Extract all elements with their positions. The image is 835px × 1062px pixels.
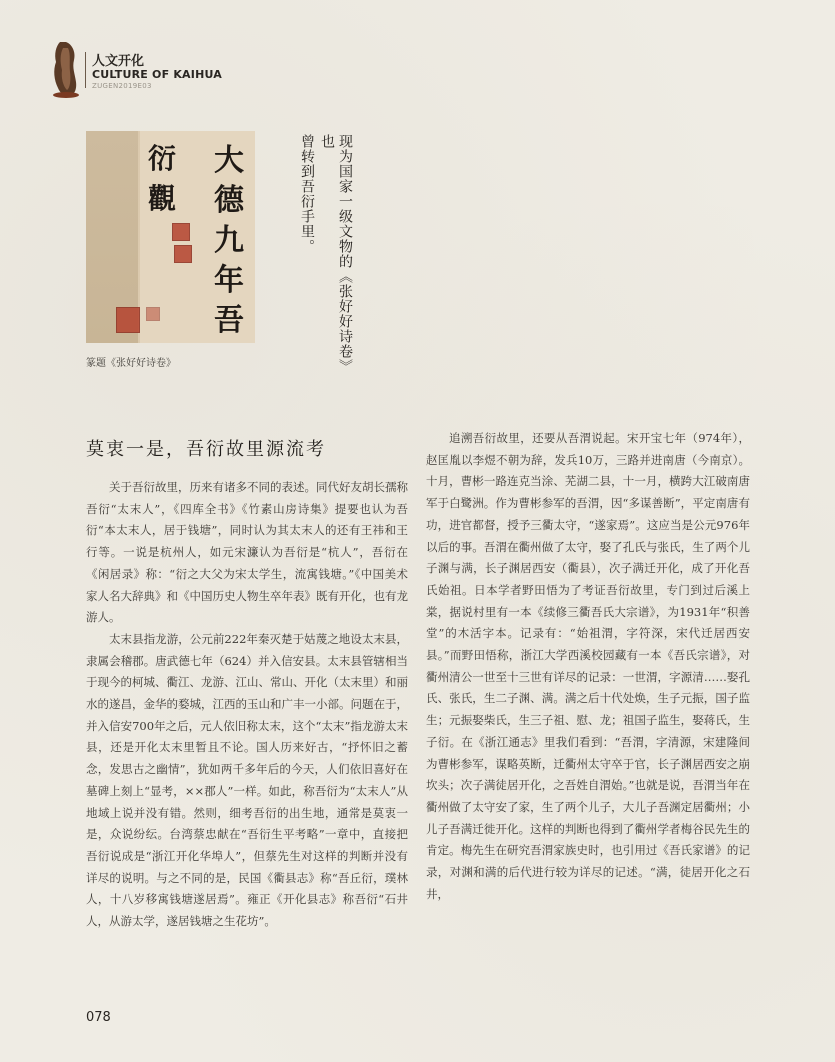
calligraphy-character: 德 bbox=[214, 183, 244, 218]
stone-logo-icon bbox=[50, 40, 80, 98]
right-text-column bbox=[426, 428, 750, 905]
red-seal bbox=[172, 223, 190, 241]
article-heading: 莫衷一是，吾衍故里源流考 bbox=[86, 439, 326, 460]
header-divider bbox=[85, 52, 86, 88]
vertical-text-col1: 现为国家一级文物的《张好好诗卷》也 bbox=[319, 134, 353, 374]
red-seal bbox=[174, 245, 192, 263]
paragraph: 关于吾衍故里，历来有诸多不同的表述。同代好友胡长孺称吾衍“太末人”，《四库全书》《竹素山房诗集》提要也认为吾衍“本太末人，居于钱塘”，同时认为其太末人的还有王祎和王行等。一说是杭州人，如元宋濂认为吾衍是“杭人”，吾衍在《闲居录》称：“衍之大父为宋太学生，流寓钱塘。”《中国美术家人名大辞典》和《中国历史人物生卒年表》既有开化，也有龙游人。 bbox=[86, 480, 408, 625]
red-seal bbox=[116, 307, 140, 333]
calligraphy-character: 年 bbox=[214, 263, 244, 298]
section-subtitle: CULTURE OF KAIHUA bbox=[92, 68, 222, 81]
calligraphy-image bbox=[86, 131, 255, 343]
calligraphy-character: 大 bbox=[214, 143, 244, 178]
vertical-text-col2: 曾转到吾衍手里。 bbox=[299, 134, 315, 254]
issue-code: ZUGEN2019E03 bbox=[92, 82, 152, 90]
page-number: 078 bbox=[86, 1010, 111, 1025]
calligraphy-character: 觀 bbox=[148, 182, 177, 215]
paragraph: 太末县指龙游，公元前222年秦灭楚于姑蔑之地设太末县，隶属会稽郡。唐武德七年（624）并入信安县。太末县管辖相当于现今的柯城、衢江、龙游、江山、常山、开化（太末里）和丽水的遂昌，金华的婺城，江西的玉山和广丰一小部。问题在于，并入信安700年之后，元人依旧称太末，这个“太末”指龙游太末县，还是开化太末里暂且不论。国人历来好古，“抒怀旧之蓄念，发思古之幽情”，犹如两千多年后的今天，人们依旧喜好在墓碑上刻上“显考，××郡人”一样。如此，称吾衍为“太末人”从地域上说并没有错。然则，细考吾衍的出生地，通常是莫衷一是，众说纷纭。台湾蔡忠献在“吾衍生平考略”一章中，直接把吾衍说成是“浙江开化华埠人”，但蔡先生对这样的判断并没有详尽的说明。与之不同的是，民国《衢县志》称“吾丘衍，璞林人，十八岁移寓钱塘遂居焉”。雍正《开化县志》称吾衍“石井人，从游太学，遂居钱塘之生花坊”。 bbox=[86, 631, 408, 929]
section-title: 人文开化 bbox=[92, 54, 145, 69]
calligraphy-character: 衍 bbox=[148, 142, 177, 175]
paragraph: 追溯吾衍故里，还要从吾渭说起。宋开宝七年（974年），赵匡胤以李煜不朝为辞，发兵10万，三路并进南唐（今南京）。十月，曹彬一路连克当涂、芜湖二县，十一月，横跨大江破南唐军于白鹭洲。作为曹彬参军的吾渭，因“多谋善断”，平定南唐有功，进官都督，授予三衢太守，“遂家焉”。这应当是公元976年以后的事。吾渭在衢州做了太守，娶了孔氏与张氏，生了两个儿子渊与满，长子渊居西安（衢县），次子满迁开化，成了开化吾氏始祖。日本学者野田悟为了考证吾衍故里，专门到过后溪上棠，据说村里有一本《续修三衢吾氏大宗谱》，为1931年“积善堂”的木活字本。记录有：“始祖渭，字符深，宋代迁居西安县。”而野田悟称，浙江大学西溪校园藏有一本《吾氏宗谱》，对衢州清公一世至十三世有详尽的记录：一世渭，字源清……娶孔氏、张氏，生二子渊、满。满之后十代处焕，生子元振，国子监生；元振娶柴氏，生三子祖、慰、龙；祖国子监生，娶蒋氏，生子衍。在《浙江通志》里我们看到：“吾渭，字清源，宋建隆间为曹彬参军，谋略英断，迁衢州太守卒于官，长子渊居西安之崩坎头；次子满徒居开化，之吾姓自渭始。”也就是说，吾渭当年在衢州做了太守安了家，生了两个儿子，大儿子吾渊定居衢州；小儿子吾满迁徙开化。这样的判断也得到了衢州学者梅谷民先生的肯定。梅先生在研究吾渭家族史时，也引用过《吾氏家谱》的记录，对渊和满的后代进行较为详尽的记述。“满，徒居开化之石井， bbox=[426, 431, 750, 901]
red-seal bbox=[146, 307, 160, 321]
left-text-column bbox=[86, 477, 408, 933]
calligraphy-character: 九 bbox=[214, 223, 244, 258]
image-caption: 篆题《张好好诗卷》 bbox=[86, 358, 176, 369]
calligraphy-character: 吾 bbox=[214, 303, 244, 338]
